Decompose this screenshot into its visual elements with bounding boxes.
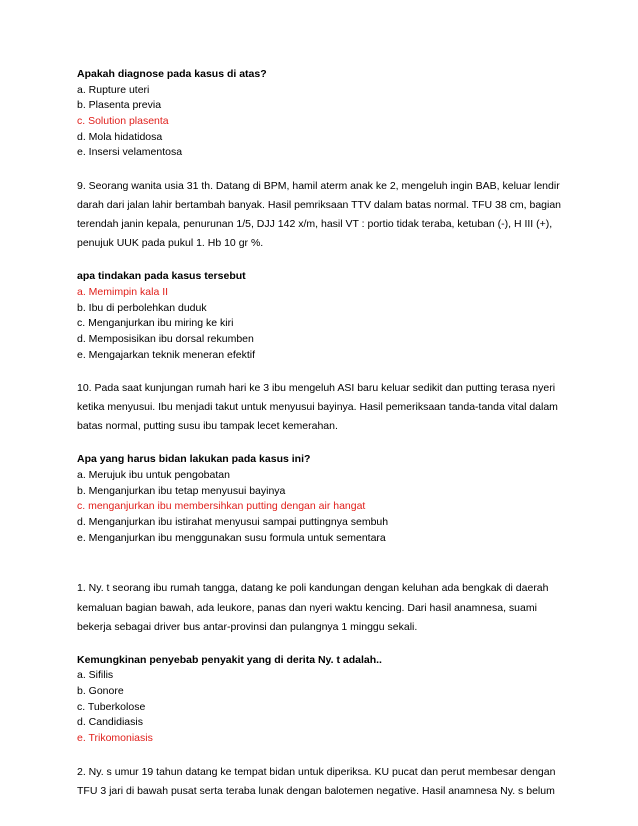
case-paragraph-1 xyxy=(77,579,577,637)
option-b: b. Ibu di perbolehkan duduk xyxy=(77,301,207,314)
question-text: Apa yang harus bidan lakukan pada kasus ini? xyxy=(77,453,311,466)
option-e: e. Mengajarkan teknik meneran efektif xyxy=(77,348,256,361)
case-paragraph-9 xyxy=(77,177,577,254)
option-d: d. Mola hidatidosa xyxy=(77,130,163,143)
option-e: e. Insersi velamentosa xyxy=(77,146,183,159)
option-d: d. Candidiasis xyxy=(77,716,143,729)
option-a-correct: a. Memimpin kala II xyxy=(77,285,169,298)
case-line: darah dari jalan lahir bertambah banyak. Hasil pemriksaan TTV dalam batas normal. TFU 38 cm, bagian xyxy=(77,199,562,211)
option-c-correct: c. Solution plasenta xyxy=(77,115,169,128)
case-paragraph-10 xyxy=(77,379,577,437)
option-c-correct: c. menganjurkan ibu membersihkan putting dengan air hangat xyxy=(77,500,366,513)
option-d: d. Menganjurkan ibu istirahat menyusui sampai puttingnya sembuh xyxy=(77,516,389,529)
option-a: a. Sifilis xyxy=(77,669,114,682)
option-a: a. Rupture uteri xyxy=(77,83,150,96)
question-text: apa tindakan pada kasus tersebut xyxy=(77,270,246,283)
option-b: b. Menganjurkan ibu tetap menyusui bayinya xyxy=(77,484,286,497)
case-line: penujuk UUK pada pukul 1. Hb 10 gr %. xyxy=(77,237,264,250)
option-b: b. Gonore xyxy=(77,685,124,698)
document-content xyxy=(77,67,577,801)
option-e: e. Menganjurkan ibu menggunakan susu formula untuk sementara xyxy=(77,531,386,544)
case-line: 10. Pada saat kunjungan rumah hari ke 3 ibu mengeluh ASI baru keluar sedikit dan putting terasa nyeri xyxy=(77,382,556,395)
question-text: Kemungkinan penyebab penyakit yang di derita Ny. t adalah.. xyxy=(77,653,382,666)
option-c: c. Tuberkolose xyxy=(77,700,146,713)
case-line: bekerja sebagai driver bus antar-provinsi dan pulangnya 1 minggu sekali. xyxy=(77,620,418,633)
case-line: 9. Seorang wanita usia 31 th. Datang di BPM, hamil aterm anak ke 2, mengeluh ingin BAB, keluar lendir xyxy=(77,179,560,192)
option-c: c. Menganjurkan ibu miring ke kiri xyxy=(77,317,234,330)
case-line: batas normal, putting susu ibu tampak lecet kemerahan. xyxy=(77,420,338,433)
case-line: 1. Ny. t seorang ibu rumah tangga, datang ke poli kandungan dengan keluhan ada bengkak di daerah xyxy=(77,582,549,595)
case-line: ketika menyusui. Ibu menjadi takut untuk menyusui bayinya. Hasil pemeriksaan tanda-tanda vital dalam xyxy=(77,401,558,414)
case-paragraph-2 xyxy=(77,763,577,801)
case-line: kemaluan bagian bawah, ada leukore, panas dan nyeri waktu kencing. Dari hasil anamnesa, suami xyxy=(77,601,537,614)
option-d: d. Memposisikan ibu dorsal rekumben xyxy=(77,333,254,345)
case-line: TFU 3 jari di bawah pusat serta teraba lunak dengan balotemen negative. Hasil anamnesa Ny. s belum xyxy=(77,784,555,797)
option-b: b. Plasenta previa xyxy=(77,99,162,112)
option-e-correct: e. Trikomoniasis xyxy=(77,732,153,745)
case-line: 2. Ny. s umur 19 tahun datang ke tempat bidan untuk diperiksa. KU pucat dan perut membesar dengan xyxy=(77,765,556,778)
case-line: terendah janin kepala, penurunan 1/5, DJJ 142 x/m, hasil VT : portio tidak teraba, ketuban (-), H III (+), xyxy=(77,218,553,231)
option-a: a. Merujuk ibu untuk pengobatan xyxy=(77,469,230,481)
question-text: Apakah diagnose pada kasus di atas? xyxy=(77,68,267,80)
